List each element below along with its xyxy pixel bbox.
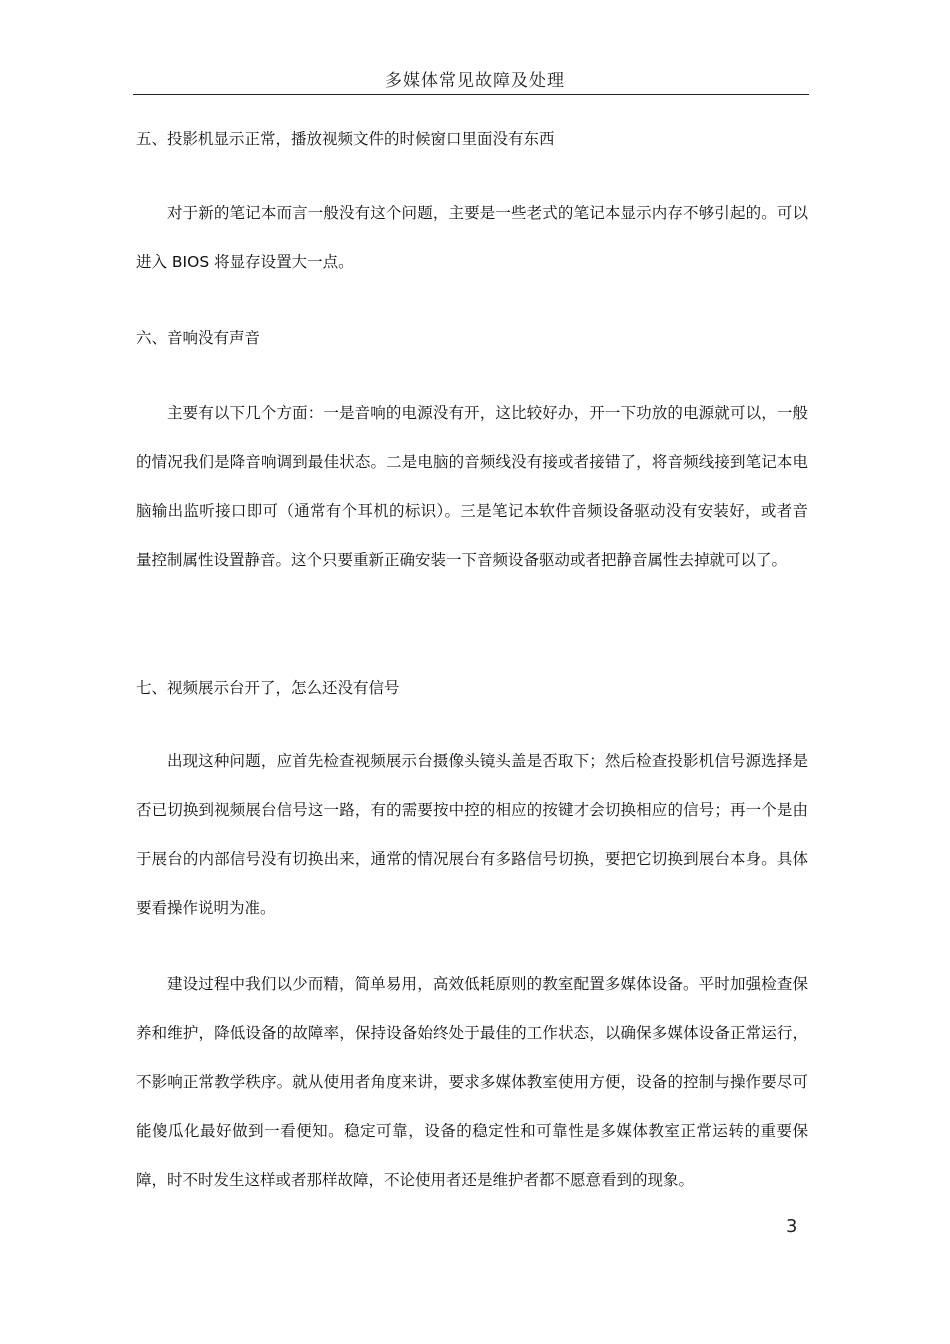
section-paragraph-5: 对于新的笔记本而言一般没有这个问题，主要是一些老式的笔记本显示内存不够引起的。可以进入 BIOS 将显存设置大一点。	[136, 204, 808, 271]
page-number: 3	[786, 1216, 798, 1237]
section-paragraph-6: 主要有以下几个方面：一是音响的电源没有开，这比较好办，开一下功放的电源就可以，一般的情况我们是降音响调到最佳状态。二是电脑的音频线没有接或者接错了，将音频线接到笔记本电脑输出监听接口即可（通常有个耳机的标识）。三是笔记本软件音频设备驱动没有安装好，或者音量控制属性设置静音。这个只要重新正确安装一下音频设备驱动或者把静音属性去掉就可以了。	[136, 404, 808, 569]
section-heading-7: 七、视频展示台开了，怎么还没有信号	[136, 679, 400, 697]
header-divider	[133, 94, 809, 95]
section-paragraph-7: 出现这种问题，应首先检查视频展示台摄像头镜头盖是否取下；然后检查投影机信号源选择是否已切换到视频展台信号这一路，有的需要按中控的相应的按键才会切换相应的信号；再一个是由于展台的内部信号没有切换出来，通常的情况展台有多路信号切换，要把它切换到展台本身。具体要看操作说明为准。	[136, 752, 808, 917]
page-header-title: 多媒体常见故障及处理	[385, 71, 565, 91]
section-heading-6: 六、音响没有声音	[136, 329, 261, 347]
section-heading-5: 五、投影机显示正常，播放视频文件的时候窗口里面没有东西	[136, 130, 555, 148]
closing-paragraph: 建设过程中我们以少而精，简单易用，高效低耗原则的教室配置多媒体设备。平时加强检查保养和维护，降低设备的故障率，保持设备始终处于最佳的工作状态，以确保多媒体设备正常运行，不影响正常教学秩序。就从使用者角度来讲，要求多媒体教室使用方便，设备的控制与操作要尽可能傻瓜化最好做到一看便知。稳定可靠，设备的稳定性和可靠性是多媒体教室正常运转的重要保障，时不时发生这样或者那样故障，不论使用者还是维护者都不愿意看到的现象。	[136, 975, 808, 1189]
